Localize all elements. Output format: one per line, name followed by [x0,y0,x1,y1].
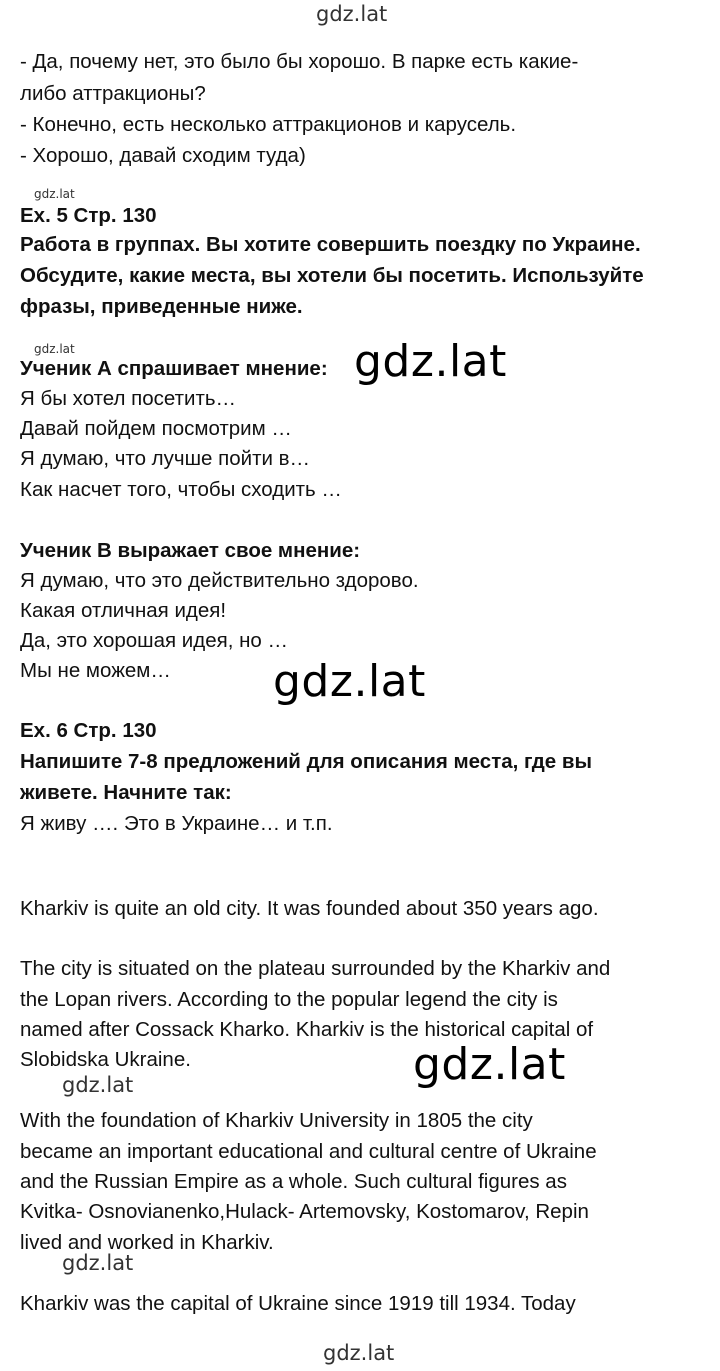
tiny-watermark: gdz.lat [34,187,75,201]
big-watermark: gdz.lat [413,1039,566,1090]
dialog-line: - Хорошо, давай сходим туда) [20,144,306,167]
ex6-hint: Я живу …. Это в Украине… и т.п. [20,812,333,835]
ex5-task-line: Обсудите, какие места, вы хотели бы посетить. Используйте [20,264,644,287]
student-a-title: Ученик А спрашивает мнение: [20,357,328,380]
student-a-phrase: Я думаю, что лучше пойти в… [20,447,310,470]
big-watermark: gdz.lat [273,656,426,707]
header-watermark: gdz.lat [316,2,388,26]
ex5-heading: Ex. 5 Стр. 130 [20,204,157,227]
answer-line: Slobidska Ukraine. [20,1048,191,1071]
small-watermark: gdz.lat [62,1251,134,1275]
student-b-phrase: Мы не можем… [20,659,171,682]
big-watermark: gdz.lat [354,336,507,387]
dialog-line: - Да, почему нет, это было бы хорошо. В парке есть какие- [20,50,579,73]
answer-line: and the Russian Empire as a whole. Such cultural figures as [20,1170,567,1193]
dialog-line: либо аттракционы? [20,82,206,105]
answer-line: With the foundation of Kharkiv University in 1805 the city [20,1109,533,1132]
small-watermark: gdz.lat [62,1073,134,1097]
answer-line: Kharkiv was the capital of Ukraine since 1919 till 1934. Today [20,1292,576,1315]
ex5-task-line: Работа в группах. Вы хотите совершить поездку по Украине. [20,233,641,256]
student-a-phrase: Я бы хотел посетить… [20,387,237,410]
answer-line: Kvitka- Osnovianenko,Hulack- Artemovsky, Kostomarov, Repin [20,1200,589,1223]
ex6-task-line: Напишите 7-8 предложений для описания места, где вы [20,750,593,773]
answer-line: became an important educational and cultural centre of Ukraine [20,1140,597,1163]
footer-watermark: gdz.lat [323,1341,395,1365]
dialog-line: - Конечно, есть несколько аттракционов и карусель. [20,113,517,136]
student-b-phrase: Какая отличная идея! [20,599,227,622]
answer-line: the Lopan rivers. According to the popular legend the city is [20,988,558,1011]
answer-line: lived and worked in Kharkiv. [20,1231,274,1254]
student-b-phrase: Да, это хорошая идея, но … [20,629,289,652]
student-a-phrase: Как насчет того, чтобы сходить … [20,478,342,501]
student-a-phrase: Давай пойдем посмотрим … [20,417,292,440]
ex6-task-line: живете. Начните так: [20,781,232,804]
ex5-task-line: фразы, приведенные ниже. [20,295,303,318]
answer-line: The city is situated on the plateau surrounded by the Kharkiv and [20,957,611,980]
student-b-phrase: Я думаю, что это действительно здорово. [20,569,419,592]
ex6-heading: Ex. 6 Стр. 130 [20,719,157,742]
tiny-watermark: gdz.lat [34,342,75,356]
answer-line: Kharkiv is quite an old city. It was founded about 350 years ago. [20,897,599,920]
student-b-title: Ученик В выражает свое мнение: [20,539,361,562]
answer-line: named after Cossack Kharko. Kharkiv is the historical capital of [20,1018,594,1041]
